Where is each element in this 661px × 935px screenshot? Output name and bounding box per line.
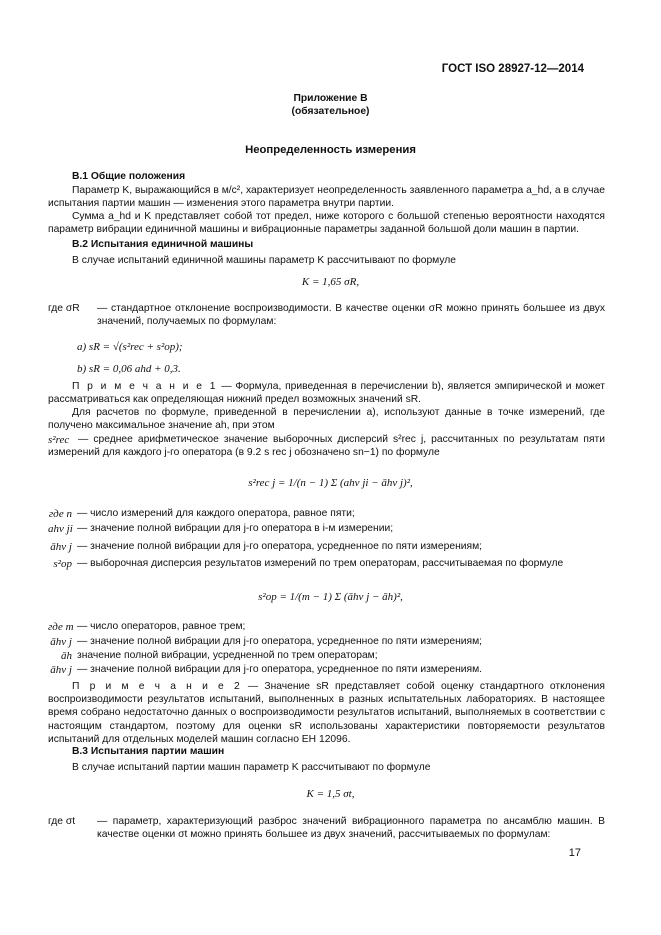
note-1-text: — Формула, приведенная в перечислении b), является эмпирической и может рассматриваться как определяющая нижний предел возможных значений sR. bbox=[48, 381, 605, 406]
note-2-label: П р и м е ч а н и е 2 bbox=[72, 681, 242, 692]
formula-s2rec-j: s²rec j = 1/(n − 1) Σ (ahv ji − āhv j)², bbox=[248, 477, 413, 489]
definition-row-text: значение полной вибрации, усредненной по трем операторам; bbox=[77, 650, 378, 661]
section-b1-paragraph-1: Параметр K, выражающийся в м/с², характеризует неопределенность заявленного параметра a_hd, а в случае испытания партии машин — изменения этого параметра внутри партии. bbox=[48, 185, 605, 210]
formula-k-batch: K = 1,5 σt, bbox=[306, 788, 355, 800]
section-b2-paragraph-2: Для расчетов по формуле, приведенной в перечислении a), используют данные в точке измерений, где получено максимальное значение ah, при этом bbox=[48, 407, 605, 432]
definition-row-text: — значение полной вибрации для j-го оператора в i-м измерении; bbox=[77, 523, 394, 534]
note-1-label: П р и м е ч а н и е 1 bbox=[72, 381, 218, 392]
section-b1-paragraph-2: Сумма a_hd и K представляет собой тот предел, ниже которого с большой степенью вероятности находятся параметр вибрации единичной машины и вибрационные параметры заданной большой доли машин в партии. bbox=[48, 211, 605, 236]
definition-row-symbol: ahv ji bbox=[48, 523, 73, 535]
main-title: Неопределенность измерения bbox=[245, 144, 416, 156]
page-number: 17 bbox=[568, 847, 581, 859]
where-sigma-r-label: где σR bbox=[48, 303, 80, 314]
definition-row-text: — выборочная дисперсия результатов измерений по трем операторам, рассчитываемая по формуле bbox=[77, 558, 564, 569]
definition-row-text: — число операторов, равное трем; bbox=[77, 621, 246, 632]
section-b2-paragraph-1: В случае испытаний единичной машины параметр K рассчитывают по формуле bbox=[72, 255, 457, 266]
definition-row-text: — значение полной вибрации для j-го оператора, усредненное по пяти измерениям; bbox=[77, 636, 483, 647]
formula-s2op: s²op = 1/(m − 1) Σ (āhv j − āh)², bbox=[258, 591, 403, 603]
where-sigma-t-label: где σt bbox=[48, 816, 76, 827]
where-sigma-r-text: — стандартное отклонение воспроизводимости. В качестве оценки σR можно принять большее из двух значений, получаемых по формулам: bbox=[97, 303, 605, 328]
definition-row-text: — значение полной вибрации для j-го оператора, усредненное по пяти измерениям; bbox=[77, 541, 483, 552]
section-b3-title: В.3 Испытания партии машин bbox=[72, 746, 225, 757]
definition-row-text: — число измерений для каждого оператора, равное пяти; bbox=[77, 508, 355, 519]
where-sigma-t-text: — параметр, характеризующий разброс значений вибрационного параметра по ансамблю машин. В качестве оценки σt можно принять большее из двух значений, рассчитываемых по формулам: bbox=[97, 816, 605, 841]
section-b3-paragraph-1: В случае испытаний партии машин параметр K рассчитывают по формуле bbox=[72, 762, 431, 773]
definition-row-symbol: āhv j bbox=[50, 636, 72, 648]
section-b1-title: В.1 Общие положения bbox=[72, 171, 186, 182]
definition-row-symbol: āhv j bbox=[50, 541, 72, 553]
note-2-text: — Значение sR представляет собой оценку стандартного отклонения воспроизводимости результатов испытаний, выполненных в разных испытательных лабораториях. В настоящее время собрано недостаточно данных о воспроизводимости результатов испытаний, выполняемых в соответствии с настоящим стандартом, поэтому для оценки sR использованы характеристики повторяемости результатов испытаний для отдельных моделей машин согласно ЕН 12096. bbox=[48, 681, 605, 745]
formula-a: a) sR = √(s²rec + s²op); bbox=[77, 341, 183, 353]
definition-row-symbol: где n bbox=[48, 508, 72, 520]
formula-b: b) sR = 0,06 ahd + 0,3. bbox=[77, 363, 181, 375]
definition-row-text: — значение полной вибрации для j-го оператора, усредненное по пяти измерениям. bbox=[77, 664, 483, 675]
definition-row-symbol: s²op bbox=[53, 558, 72, 570]
appendix-subtitle: (обязательное) bbox=[291, 106, 370, 117]
definition-row-symbol: где m bbox=[48, 621, 74, 633]
s2rec-symbol: s²rec bbox=[48, 434, 70, 446]
definition-row-symbol: āh bbox=[61, 650, 72, 662]
appendix-title: Приложение В bbox=[293, 93, 368, 104]
definition-row-symbol: āhv j bbox=[50, 664, 72, 676]
formula-k-single: K = 1,65 σR, bbox=[301, 276, 360, 288]
standard-header: ГОСТ ISO 28927-12—2014 bbox=[441, 63, 584, 75]
section-b2-title: В.2 Испытания единичной машины bbox=[72, 239, 254, 250]
s2rec-definition: — среднее арифметическое значение выборочных дисперсий s²rec j, рассчитанных по результатам пяти измерений для каждого j-го оператора (в 9.2 s rec j обозначено sn−1) по формуле bbox=[48, 434, 605, 459]
